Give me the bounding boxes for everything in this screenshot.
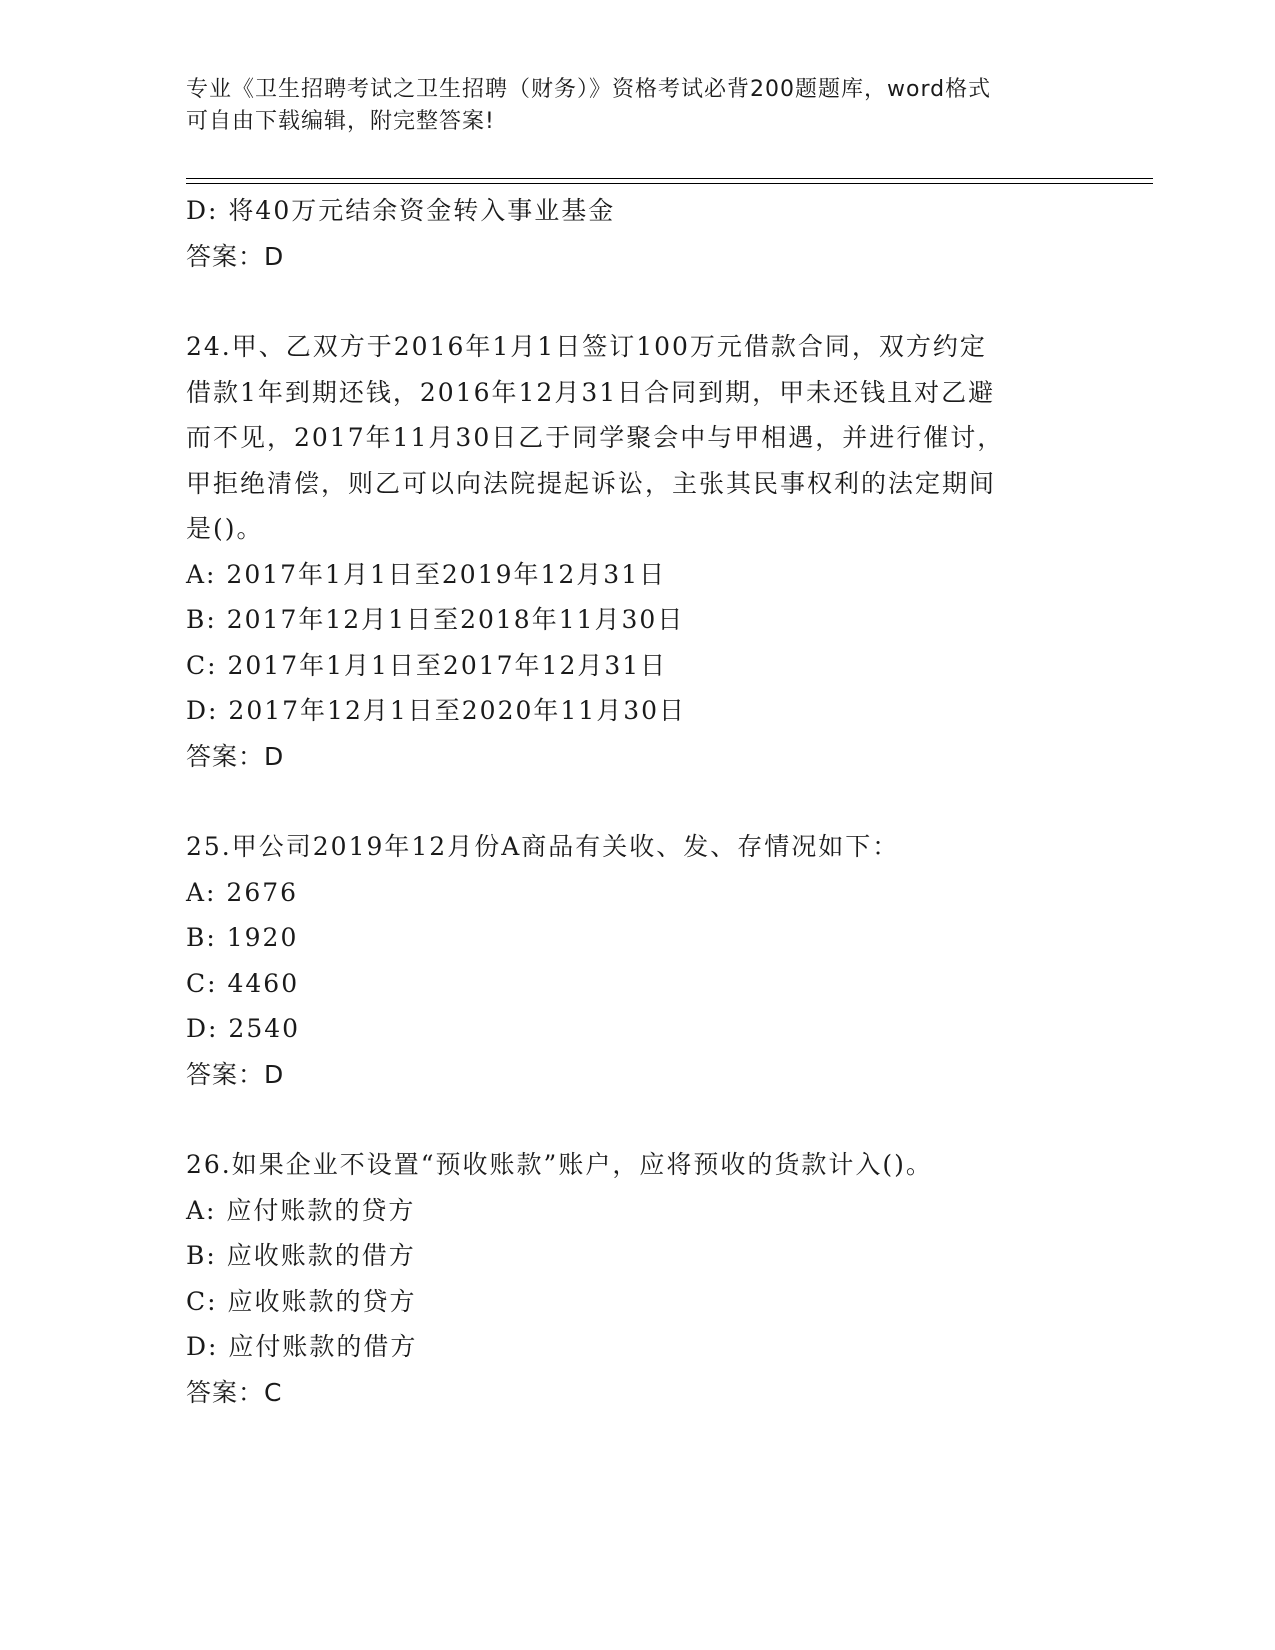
question-24 — [186, 324, 1086, 779]
header-rule-thin — [186, 178, 1153, 179]
question-26 — [186, 1142, 1086, 1415]
answer-line: 答案：D — [186, 741, 285, 771]
question-stem-line: 借款1年到期还钱，2016年12月31日合同到期，甲未还钱且对乙避 — [186, 377, 996, 407]
option-c: C: 2017年1月1日至2017年12月31日 — [186, 650, 668, 680]
question-stem-line: 是()。 — [186, 514, 264, 543]
previous-question-tail — [186, 188, 1086, 279]
option-a: A: 2676 — [186, 877, 299, 907]
option-a: A: 2017年1月1日至2019年12月31日 — [186, 559, 667, 589]
option-d: D: 应付账款的借方 — [186, 1332, 418, 1361]
answer-line: 答案：D — [186, 241, 285, 271]
option-b: B: 2017年12月1日至2018年11月30日 — [186, 605, 685, 634]
spacer — [186, 779, 1086, 824]
answer-line: 答案：C — [186, 1377, 283, 1407]
option-c: C: 4460 — [186, 968, 300, 998]
option-d: D: 2017年12月1日至2020年11月30日 — [186, 696, 687, 725]
document-header — [186, 74, 1066, 138]
question-stem-line: 而不见，2017年11月30日乙于同学聚会中与甲相遇，并进行催讨， — [186, 423, 1005, 452]
question-25 — [186, 824, 1086, 1097]
option-d: D: 将40万元结余资金转入事业基金 — [186, 196, 616, 225]
header-line-2: 可自由下载编辑，附完整答案! — [186, 109, 495, 134]
spacer — [186, 279, 1086, 324]
document-body — [186, 188, 1086, 1415]
answer-line: 答案：D — [186, 1059, 285, 1089]
question-stem: 25.甲公司2019年12月份A商品有关收、发、存情况如下： — [186, 832, 900, 861]
header-line-1: 专业《卫生招聘考试之卫生招聘（财务）》资格考试必背200题题库，word格式 — [186, 77, 992, 102]
question-stem-line: 24.甲、乙双方于2016年1月1日签订100万元借款合同，双方约定 — [186, 332, 987, 361]
header-rule-thick — [186, 183, 1153, 184]
option-d: D: 2540 — [186, 1014, 301, 1043]
option-c: C: 应收账款的贷方 — [186, 1286, 417, 1316]
question-stem-line: 甲拒绝清偿，则乙可以向法院提起诉讼，主张其民事权利的法定期间 — [186, 468, 997, 498]
option-b: B: 1920 — [186, 923, 299, 952]
question-stem: 26.如果企业不设置“预收账款”账户，应将预收的货款计入()。 — [186, 1150, 933, 1179]
option-a: A: 应付账款的贷方 — [186, 1195, 416, 1225]
option-b: B: 应收账款的借方 — [186, 1241, 416, 1270]
spacer — [186, 1097, 1086, 1142]
